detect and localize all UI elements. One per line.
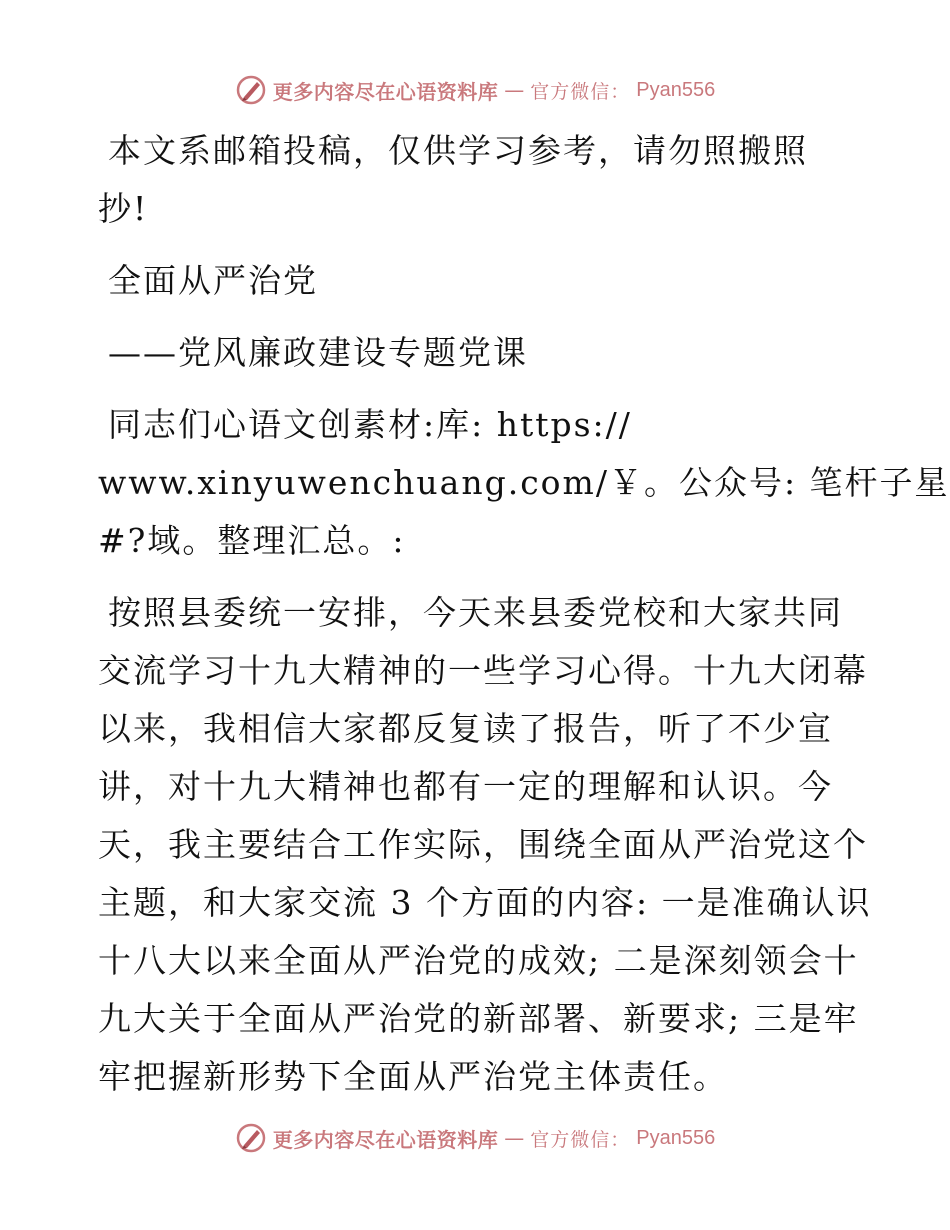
body-line: 天，我主要结合工作实际，围绕全面从严治党这个 xyxy=(98,825,868,864)
banner-main-text: 更多内容尽在心语资料库 xyxy=(272,79,499,104)
banner-wechat-id: Pyan556 xyxy=(636,1126,716,1149)
notice-line: 本文系邮箱投稿，仅供学习参考，请勿照搬照 xyxy=(108,131,808,170)
banner-main-text: 更多内容尽在心语资料库 xyxy=(272,1127,499,1152)
banner-wechat-id: Pyan556 xyxy=(636,78,716,101)
document-content xyxy=(98,122,950,1106)
body-line: 以来，我相信大家都反复读了报告，听了不少宣 xyxy=(98,709,833,748)
body-line: 牢把握新形势下全面从严治党主体责任。 xyxy=(98,1057,728,1096)
source-line: www.xinyuwenchuang.com/￥。公众号: 笔杆子星 xyxy=(98,463,950,502)
header-banner xyxy=(0,70,950,110)
banner-sub-text: 官方微信： xyxy=(530,80,631,103)
pen-logo-icon xyxy=(235,74,267,106)
footer-banner xyxy=(0,1118,950,1158)
body-line: 十八大以来全面从严治党的成效; 二是深刻领会十 xyxy=(98,941,859,980)
banner-sub-text: 官方微信： xyxy=(530,1128,631,1151)
page-title: 全面从严治党 xyxy=(108,261,318,300)
notice-line: 抄! xyxy=(98,189,149,228)
body-line: 九大关于全面从严治党的新部署、新要求; 三是牢 xyxy=(98,999,859,1038)
body-line: 交流学习十九大精神的一些学习心得。十九大闭幕 xyxy=(98,651,868,690)
body-line: 按照县委统一安排，今天来县委党校和大家共同 xyxy=(108,593,843,632)
page-subtitle: ——党风廉政建设专题党课 xyxy=(108,333,528,372)
body-line: 主题，和大家交流 3 个方面的内容: 一是准确认识 xyxy=(98,883,872,922)
pen-logo-icon xyxy=(235,1122,267,1154)
source-line: 同志们心语文创素材:库: https:// xyxy=(108,405,632,444)
source-line: #?域。整理汇总。: xyxy=(98,521,406,560)
body-line: 讲，对十九大精神也都有一定的理解和认识。今 xyxy=(98,767,833,806)
banner-dash: — xyxy=(504,78,525,102)
banner-dash: — xyxy=(504,1126,525,1150)
